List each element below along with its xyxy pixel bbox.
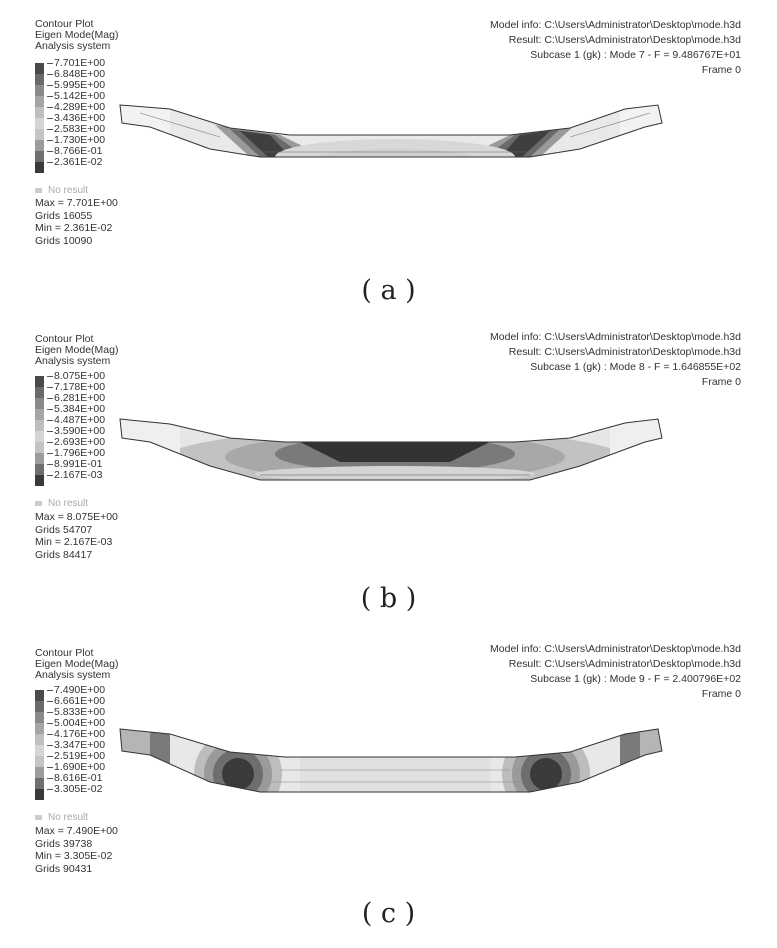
no-result-label: [35, 498, 88, 509]
model-info-line: Model info: C:\Users\Administrator\Desktop\mode.h3d: [490, 19, 741, 31]
beam-contour-model: [110, 414, 680, 514]
no-result-swatch: [35, 501, 42, 506]
legend-swatch: [35, 734, 44, 745]
header-line: Eigen Mode(Mag): [35, 658, 119, 670]
legend-value: 8.991E-01: [47, 459, 102, 470]
legend-value: 3.436E+00: [47, 113, 105, 124]
legend-value: 2.167E-03: [47, 470, 102, 481]
header-line: Contour Plot: [35, 18, 94, 30]
legend-swatch: [35, 464, 44, 475]
legend-swatch: [35, 756, 44, 767]
max-grid: Grids 16055: [35, 209, 93, 222]
legend-value: 5.384E+00: [47, 404, 105, 415]
legend-value: 7.178E+00: [47, 382, 105, 393]
legend-value: 8.616E-01: [47, 773, 102, 784]
plot-header: [35, 648, 118, 681]
subfigure-caption: ( c ): [361, 898, 416, 929]
no-result-text: No result: [48, 185, 89, 196]
legend-swatch: [35, 690, 44, 701]
legend-swatch: [35, 778, 44, 789]
legend-value: 1.730E+00: [47, 135, 105, 146]
legend-swatch: [35, 162, 44, 173]
legend-swatch: [35, 140, 44, 151]
header-line: Contour Plot: [35, 647, 94, 659]
header-line: Eigen Mode(Mag): [35, 344, 119, 356]
model-info-line: Model info: C:\Users\Administrator\Desktop\mode.h3d: [490, 331, 741, 343]
legend-value: 4.487E+00: [47, 415, 105, 426]
frame-line: Frame 0: [701, 64, 741, 76]
header-line: Analysis system: [35, 669, 111, 681]
extrema-stats: [35, 825, 118, 875]
legend-value: 5.995E+00: [47, 80, 105, 91]
max-value: Max = 7.701E+00: [35, 197, 118, 209]
max-grid: Grids 39738: [35, 837, 93, 850]
min-grid: Grids 90431: [35, 862, 93, 875]
frame-line: Frame 0: [701, 688, 741, 700]
extrema-stats: [35, 197, 118, 247]
header-line: Eigen Mode(Mag): [35, 29, 119, 41]
legend-swatch: [35, 420, 44, 431]
subfigure-caption: ( b ): [360, 583, 417, 614]
frame-line: Frame 0: [701, 376, 741, 388]
legend-value: 2.361E-02: [47, 157, 102, 168]
legend-value: 3.347E+00: [47, 740, 105, 751]
legend-value: 7.701E+00: [47, 58, 105, 69]
legend-value: 1.796E+00: [47, 448, 105, 459]
plot-header: [35, 334, 118, 367]
legend-value: 1.690E+00: [47, 762, 105, 773]
result-line: Result: C:\Users\Administrator\Desktop\mode.h3d: [508, 658, 741, 670]
legend-value: 4.289E+00: [47, 102, 105, 113]
legend-value: 2.583E+00: [47, 124, 105, 135]
result-line: Result: C:\Users\Administrator\Desktop\mode.h3d: [508, 346, 741, 358]
legend-swatch: [35, 723, 44, 734]
beam-contour-model: [110, 97, 680, 197]
legend-value: 2.693E+00: [47, 437, 105, 448]
legend-swatch: [35, 96, 44, 107]
figure-panel-a: [0, 0, 777, 306]
legend-value: 6.848E+00: [47, 69, 105, 80]
legend-swatch: [35, 453, 44, 464]
legend-swatch: [35, 129, 44, 140]
model-info: [490, 330, 741, 390]
no-result-text: No result: [48, 812, 89, 823]
figure-panel-c: [0, 630, 777, 930]
plot-header: [35, 19, 118, 52]
subfigure-caption: ( a ): [361, 275, 416, 306]
legend-swatch: [35, 63, 44, 74]
legend-swatch: [35, 118, 44, 129]
min-grid: Grids 84417: [35, 548, 93, 561]
header-line: Contour Plot: [35, 333, 94, 345]
model-info-line: Model info: C:\Users\Administrator\Desktop\mode.h3d: [490, 643, 741, 655]
legend-swatch: [35, 475, 44, 486]
no-result-swatch: [35, 188, 42, 193]
max-grid: Grids 54707: [35, 523, 93, 536]
no-result-label: [35, 185, 88, 196]
extrema-stats: [35, 511, 118, 561]
no-result-swatch: [35, 815, 42, 820]
legend-value: 3.590E+00: [47, 426, 105, 437]
legend-value: 6.661E+00: [47, 696, 105, 707]
legend-value: 8.075E+00: [47, 371, 105, 382]
legend-swatch: [35, 409, 44, 420]
legend-swatch: [35, 387, 44, 398]
model-info: [490, 642, 741, 702]
legend-swatch: [35, 712, 44, 723]
legend-value: 2.519E+00: [47, 751, 105, 762]
min-value: Min = 2.361E-02: [35, 222, 113, 234]
legend-swatch: [35, 107, 44, 118]
beam-contour-model: [110, 724, 680, 824]
max-value: Max = 8.075E+00: [35, 511, 118, 523]
legend-swatch: [35, 74, 44, 85]
legend-value: 7.490E+00: [47, 685, 105, 696]
min-value: Min = 3.305E-02: [35, 850, 113, 862]
no-result-text: No result: [48, 498, 89, 509]
subcase-line: Subcase 1 (gk) : Mode 9 - F = 2.400796E+02: [530, 673, 741, 685]
legend-swatch: [35, 442, 44, 453]
no-result-label: [35, 812, 88, 823]
header-line: Analysis system: [35, 355, 111, 367]
legend-value: 5.833E+00: [47, 707, 105, 718]
legend-swatch: [35, 398, 44, 409]
model-info: [490, 18, 741, 78]
subcase-line: Subcase 1 (gk) : Mode 7 - F = 9.486767E+01: [530, 49, 741, 61]
legend-value: 3.305E-02: [47, 784, 102, 795]
legend-swatch: [35, 745, 44, 756]
legend-swatch: [35, 701, 44, 712]
min-grid: Grids 10090: [35, 234, 93, 247]
min-value: Min = 2.167E-03: [35, 536, 113, 548]
legend-value: 8.766E-01: [47, 146, 102, 157]
legend-value: 5.142E+00: [47, 91, 105, 102]
legend-swatch: [35, 431, 44, 442]
legend-swatch: [35, 767, 44, 778]
subcase-line: Subcase 1 (gk) : Mode 8 - F = 1.646855E+02: [530, 361, 741, 373]
legend-swatch: [35, 376, 44, 387]
legend-swatch: [35, 789, 44, 800]
header-line: Analysis system: [35, 40, 111, 52]
legend-value: 5.004E+00: [47, 718, 105, 729]
legend-swatch: [35, 151, 44, 162]
figure-panel-b: [0, 316, 777, 616]
legend-value: 4.176E+00: [47, 729, 105, 740]
result-line: Result: C:\Users\Administrator\Desktop\mode.h3d: [508, 34, 741, 46]
max-value: Max = 7.490E+00: [35, 825, 118, 837]
legend-swatch: [35, 85, 44, 96]
legend-value: 6.281E+00: [47, 393, 105, 404]
